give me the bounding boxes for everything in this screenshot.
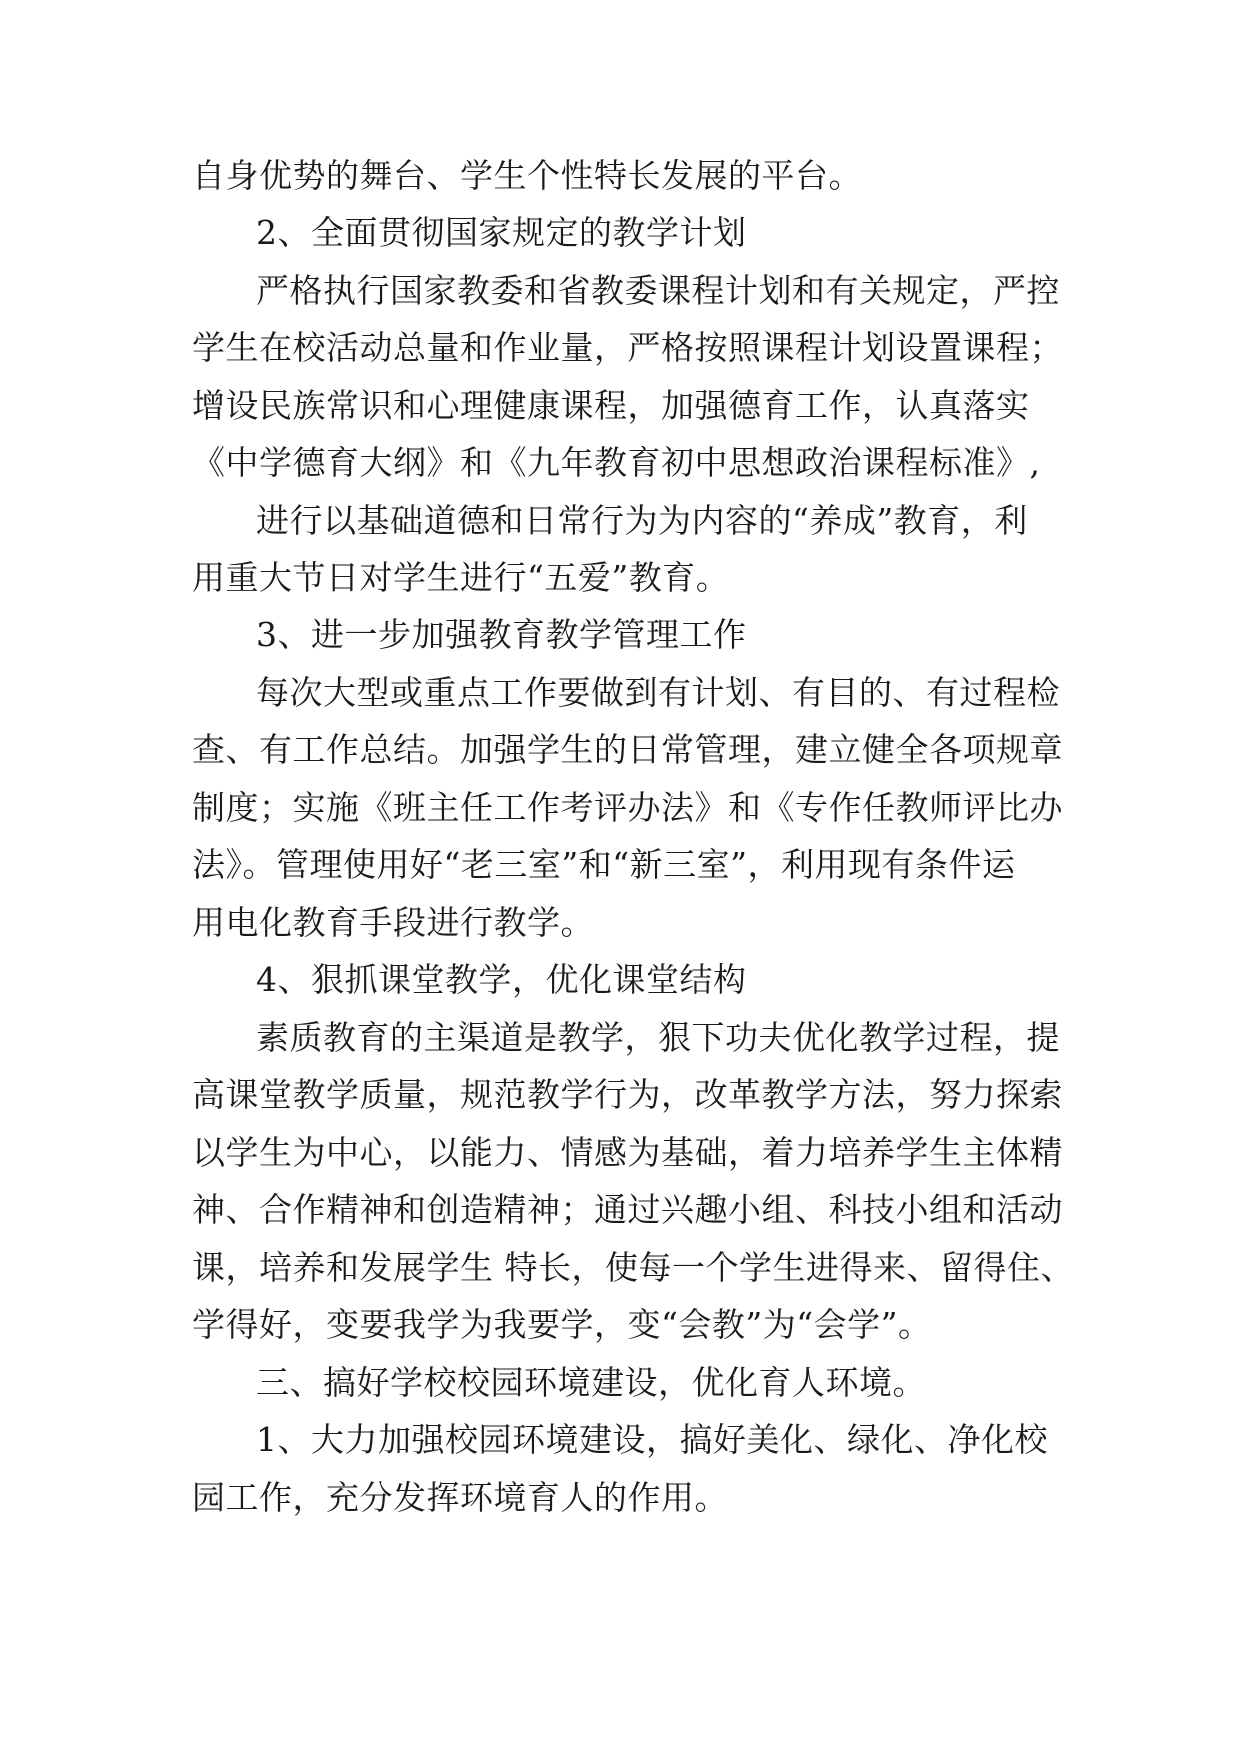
line-text: 2、全面贯彻国家规定的教学计划 (256, 213, 747, 252)
text-line (0, 1410, 1241, 1470)
line-text: 课，培养和发展学生 特长，使每一个学生进得来、留得住、 (192, 1248, 1074, 1287)
text-line (0, 778, 1241, 838)
line-text: 三、搞好学校校园环境建设，优化育人环境。 (256, 1363, 926, 1402)
text-line (0, 1008, 1241, 1068)
text-line (0, 433, 1241, 493)
text-line (0, 491, 1241, 551)
line-text: 制度；实施《班主任工作考评办法》和《专作任教师评比办 (192, 788, 1063, 827)
line-text: 4、狠抓课堂教学，优化课堂结构 (256, 960, 747, 999)
line-text: 高课堂教学质量，规范教学行为，改革教学方法，努力探索 (192, 1075, 1063, 1114)
line-text: 学生在校活动总量和作业量，严格按照课程计划设置课程； (192, 328, 1063, 367)
text-line (0, 1295, 1241, 1355)
line-text: 法》。管理使用好“老三室”和“新三室”，利用现有条件运 (192, 845, 1016, 884)
line-text: 增设民族常识和心理健康课程，加强德育工作，认真落实 (192, 386, 1030, 425)
line-text: 用电化教育手段进行教学。 (192, 903, 594, 942)
text-line (0, 1238, 1241, 1298)
text-line (0, 720, 1241, 780)
line-text: 进行以基础道德和日常行为为内容的“养成”教育，利 (256, 501, 1028, 540)
text-line (0, 1180, 1241, 1240)
text-line (0, 835, 1241, 895)
section-heading (0, 1353, 1241, 1413)
line-text: 自身优势的舞台、学生个性特长发展的平台。 (192, 156, 862, 195)
text-line (0, 318, 1241, 378)
line-text: 以学生为中心，以能力、情感为基础，着力培养学生主体精 (192, 1133, 1063, 1172)
line-text: 查、有工作总结。加强学生的日常管理，建立健全各项规章 (192, 730, 1063, 769)
line-text: 严格执行国家教委和省教委课程计划和有关规定，严控 (256, 271, 1060, 310)
text-line (0, 548, 1241, 608)
text-line (0, 1123, 1241, 1183)
text-line (0, 146, 1241, 206)
line-text: 每次大型或重点工作要做到有计划、有目的、有过程检 (256, 673, 1060, 712)
line-text: 《中学德育大纲》和《九年教育初中思想政治课程标准》, (192, 443, 1041, 482)
line-text: 1、大力加强校园环境建设，搞好美化、绿化、净化校 (256, 1420, 1048, 1459)
text-line (0, 261, 1241, 321)
section-heading (0, 203, 1241, 263)
line-text: 3、进一步加强教育教学管理工作 (256, 615, 747, 654)
line-text: 素质教育的主渠道是教学，狠下功夫优化教学过程，提 (256, 1018, 1060, 1057)
text-line (0, 1468, 1241, 1528)
text-line (0, 663, 1241, 723)
text-line (0, 893, 1241, 953)
line-text: 学得好，变要我学为我要学，变“会教”为“会学”。 (192, 1305, 932, 1344)
line-text: 用重大节日对学生进行“五爱”教育。 (192, 558, 730, 597)
text-line (0, 376, 1241, 436)
line-text: 神、合作精神和创造精神；通过兴趣小组、科技小组和活动 (192, 1190, 1063, 1229)
text-line (0, 1065, 1241, 1125)
section-heading (0, 950, 1241, 1010)
section-heading (0, 605, 1241, 665)
line-text: 园工作，充分发挥环境育人的作用。 (192, 1478, 728, 1517)
